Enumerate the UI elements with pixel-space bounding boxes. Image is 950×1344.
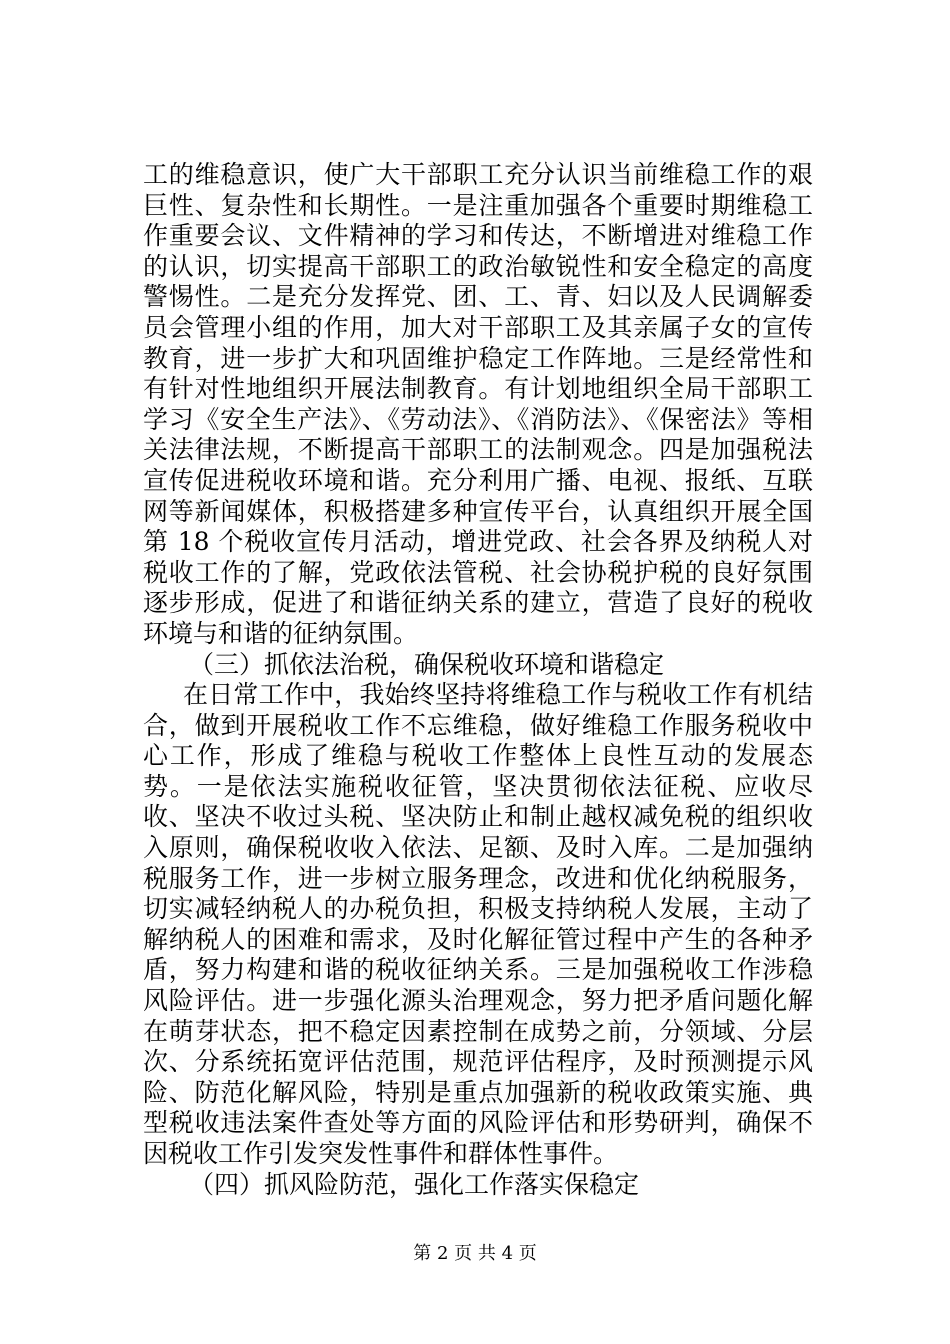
document-body <box>143 160 813 1200</box>
section-heading: （三）抓依法治税，确保税收环境和谐稳定 <box>189 649 665 679</box>
body-paragraph: 工的维稳意识，使广大干部职工充分认识当前维稳工作的艰巨性、复杂性和长期性。一是注重加强各个重要时期维稳工作重要会议、文件精神的学习和传达，不断增进对维稳工作的认识，切实提高干部职工的政治敏锐性和安全稳定的高度警惕性。二是充分发挥党、团、工、青、妇以及人民调解委员会管理小组的作用，加大对干部职工及其亲属子女的宣传教育，进一步扩大和巩固维护稳定工作阵地。三是经常性和有针对性地组织开展法制教育。有计划地组织全局干部职工学习《安全生产法》、《劳动法》、《消防法》、《保密法》等相关法律法规，不断提高干部职工的法制观念。四是加强税法宣传促进税收环境和谐。充分利用广播、电视、报纸、互联网等新闻媒体，积极搭建多种宣传平台，认真组织开展全国第 18 个税收宣传月活动，增进党政、社会各界及纳税人对税收工作的了解，党政依法管税、社会协税护税的良好氛围逐步形成，促进了和谐征纳关系的建立，营造了良好的税收环境与和谐的征纳氛围。 <box>143 160 813 648</box>
body-paragraph: 在日常工作中，我始终坚持将维稳工作与税收工作有机结合，做到开展税收工作不忘维稳，做好维稳工作服务税收中心工作，形成了维稳与税收工作整体上良性互动的发展态势。一是依法实施税收征管，坚决贯彻依法征税、应收尽收、坚决不收过头税、坚决防止和制止越权减免税的组织收入原则，确保税收收入依法、足额、及时入库。二是加强纳税服务工作，进一步树立服务理念，改进和优化纳税服务，切实减轻纳税人的办税负担，积极支持纳税人发展，主动了解纳税人的困难和需求，及时化解征管过程中产生的各种矛盾，努力构建和谐的税收征纳关系。三是加强税收工作涉稳风险评估。进一步强化源头治理观念，努力把矛盾问题化解在萌芽状态，把不稳定因素控制在成势之前，分领域、分层次、分系统拓宽评估范围，规范评估程序，及时预测提示风险、防范化解风险，特别是重点加强新的税收政策实施、典型税收违法案件查处等方面的风险评估和形势研判，确保不因税收工作引发突发性事件和群体性事件。 <box>143 680 813 1168</box>
page-footer: 第 2 页 共 4 页 <box>413 1243 537 1264</box>
section-heading: （四）抓风险防范，强化工作落实保稳定 <box>189 1169 640 1199</box>
